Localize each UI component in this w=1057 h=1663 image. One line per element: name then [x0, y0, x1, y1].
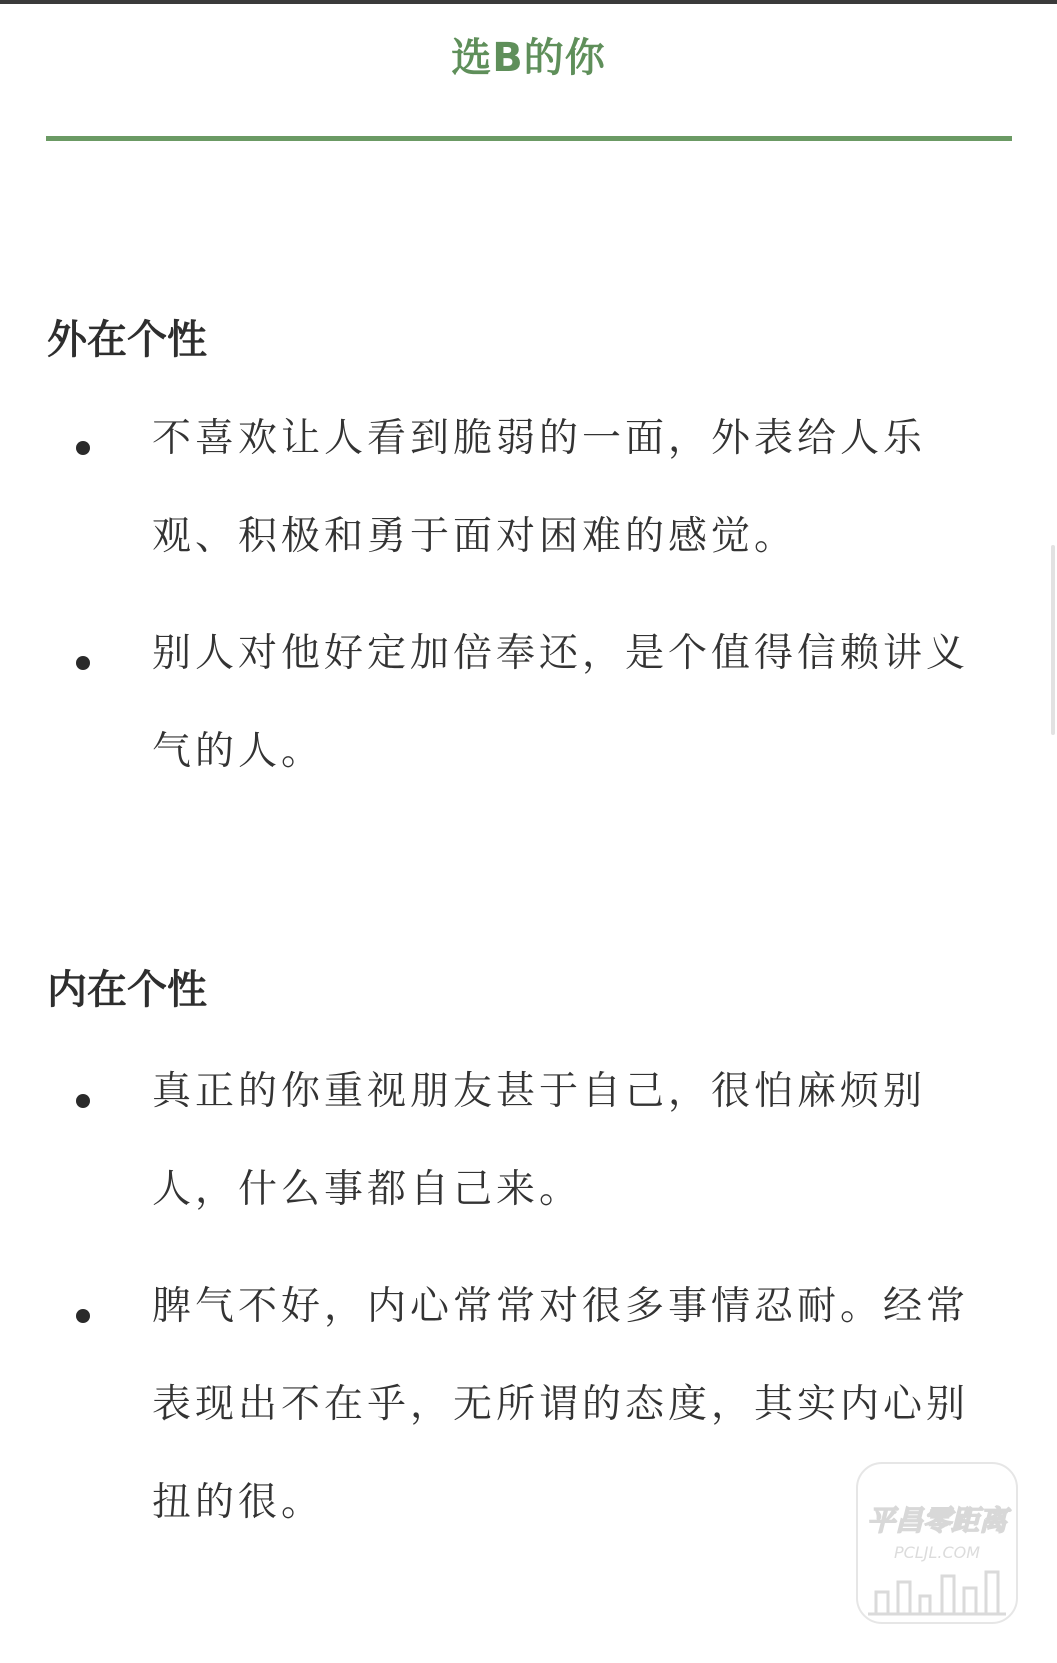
watermark-logo [856, 1462, 1018, 1624]
bullet-icon [76, 1309, 90, 1323]
top-border [0, 0, 1057, 4]
scrollbar[interactable] [1051, 545, 1055, 735]
watermark-logo-text: 平昌零距离 [866, 1504, 1008, 1537]
bullet-icon [76, 656, 90, 670]
list-item-text: 真正的你重视朋友甚于自己，很怕麻烦别人，什么事都自己来。 [152, 1069, 927, 1212]
bullet-icon [76, 1094, 90, 1108]
bullet-icon [76, 441, 90, 455]
section-title-outer-personality: 外在个性 [47, 317, 207, 363]
list-item-text: 别人对他好定加倍奉还，是个值得信赖讲义气的人。 [152, 631, 970, 774]
title-divider [46, 136, 1012, 141]
list-item-text: 脾气不好，内心常常对很多事情忍耐。经常表现出不在乎，无所谓的态度，其实内心别扭的很。 [152, 1284, 970, 1525]
watermark-url-text: PCLJL.COM [893, 1543, 981, 1562]
page-title: 选B的你 [451, 35, 606, 81]
section-title-inner-personality: 内在个性 [47, 967, 207, 1013]
list-item-text: 不喜欢让人看到脆弱的一面，外表给人乐观、积极和勇于面对困难的感觉。 [152, 416, 927, 559]
watermark-skyline-icon [858, 1464, 1016, 1622]
